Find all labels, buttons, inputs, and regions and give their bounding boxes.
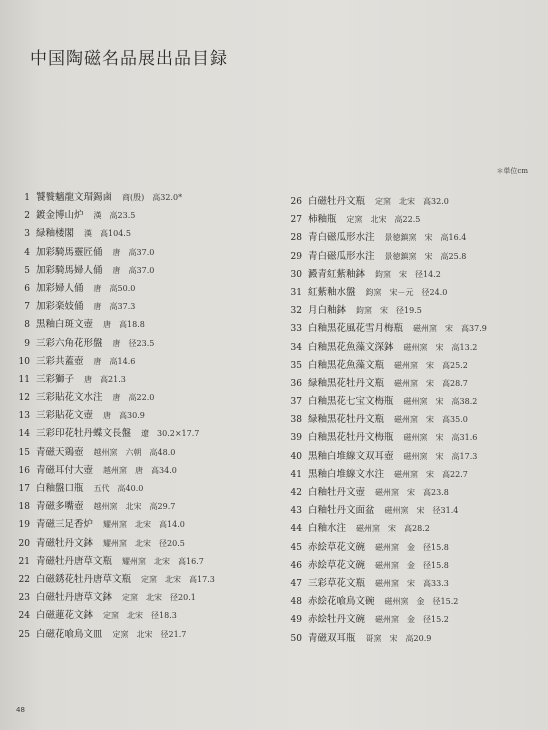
entry-detail: 越州窯 唐 高34.0 <box>103 465 177 475</box>
entry-number: 36 <box>290 378 302 389</box>
entry-detail: 磁州窯 宋 高28.7 <box>394 378 468 388</box>
entry-number: 8 <box>24 320 30 331</box>
catalog-entry <box>14 607 286 625</box>
entry-detail: 定窯 北宋 高17.3 <box>141 574 215 584</box>
entry-detail: 唐 高37.3 <box>93 302 136 312</box>
entry-number: 39 <box>290 433 302 444</box>
entry-name: 三彩貼花文壺 <box>36 410 94 422</box>
catalog-entry <box>286 357 546 375</box>
entry-name: 白釉盤口瓶 <box>36 483 84 494</box>
entry-name: 白磁牡丹文瓶 <box>308 196 366 207</box>
entry-number: 34 <box>290 342 302 353</box>
catalog-entry <box>286 575 546 593</box>
entry-number: 47 <box>290 578 302 589</box>
entry-number: 35 <box>290 360 302 371</box>
entry-number: 50 <box>290 633 302 644</box>
entry-name: 加彩婦人俑 <box>36 282 84 294</box>
entry-detail: 定窯 北宋 径21.7 <box>112 629 187 639</box>
entry-name: 青磁耳付大壺 <box>36 464 94 476</box>
catalog-entry <box>14 626 286 644</box>
entry-number: 22 <box>18 574 30 585</box>
entry-name: 加彩騎馬靈匠俑 <box>36 246 103 258</box>
entry-detail: 唐 高30.9 <box>103 411 145 421</box>
catalog-entry <box>286 593 546 611</box>
catalog-entry <box>286 266 546 284</box>
entry-number: 38 <box>290 415 302 426</box>
entry-detail: 唐 高22.0 <box>112 393 155 403</box>
entry-name: 柿釉瓶 <box>308 214 337 226</box>
catalog-entry <box>286 393 546 411</box>
entry-number: 25 <box>18 629 30 640</box>
entry-number: 11 <box>18 374 30 385</box>
entry-name: 青磁双耳瓶 <box>308 632 356 644</box>
entry-name: 白釉黒花魚藻文瓶 <box>308 359 385 371</box>
entry-number: 18 <box>18 502 30 513</box>
entry-name: 饕餮魑龍文瑁錫鹵 <box>36 192 113 203</box>
entry-name: 白釉牡丹文面盆 <box>308 505 375 517</box>
entry-number: 1 <box>24 193 30 203</box>
entry-name: 黒釉白堆線文水注 <box>308 468 385 480</box>
entry-name: 白釉黒花七宝文梅瓶 <box>308 396 394 408</box>
catalog-entry <box>286 229 546 247</box>
catalog-entry <box>14 571 286 589</box>
entry-number: 2 <box>24 211 30 222</box>
entry-detail: 唐 高18.8 <box>103 320 145 330</box>
entry-number: 26 <box>290 197 302 207</box>
entry-name: 白磁銹花牡丹唐草文瓶 <box>36 573 132 585</box>
entry-name: 青磁牡丹唐草文瓶 <box>36 555 113 567</box>
catalog-list-left <box>14 189 286 644</box>
entry-name: 三彩獅子 <box>36 373 75 385</box>
catalog-entry <box>286 502 546 520</box>
entry-number: 49 <box>290 615 302 626</box>
entry-name: 黒釉白斑文壺 <box>36 319 94 331</box>
entry-name: 白磁蓮花文鉢 <box>36 610 94 622</box>
catalog-entry <box>14 498 286 516</box>
entry-name: 白釉水注 <box>308 523 347 535</box>
catalog-entry <box>14 425 286 443</box>
entry-detail: 定窯 北宋 高22.5 <box>346 215 421 225</box>
catalog-entry <box>14 207 286 225</box>
catalog-entry <box>286 466 546 484</box>
entry-number: 40 <box>290 451 302 462</box>
entry-number: 3 <box>24 229 30 240</box>
entry-detail: 唐 径23.5 <box>112 338 155 348</box>
entry-number: 17 <box>18 484 30 494</box>
entry-detail: 唐 高21.3 <box>84 374 126 384</box>
catalog-entry <box>286 539 546 557</box>
page-number: 48 <box>16 706 25 714</box>
entry-number: 20 <box>18 538 30 549</box>
entry-number: 31 <box>290 287 302 298</box>
entry-number: 45 <box>290 542 302 553</box>
entry-detail: 商(殷) 高32.0* <box>122 193 183 202</box>
entry-name: 黒釉白堆線文双耳壺 <box>308 450 394 462</box>
entry-detail: 磁州窯 宋 高35.0 <box>394 415 468 425</box>
entry-number: 24 <box>18 611 30 622</box>
entry-detail: 磁州窯 宋 径31.4 <box>384 506 459 516</box>
entry-name: 緑釉黒花牡丹文瓶 <box>308 377 385 389</box>
entry-name: 紅紫釉水盤 <box>308 286 356 298</box>
catalog-entry <box>286 557 546 575</box>
entry-detail: 鈞窯 宋 径14.2 <box>375 269 441 279</box>
catalog-entry <box>14 225 286 243</box>
catalog-entry <box>286 284 546 302</box>
catalog-entry <box>14 189 286 207</box>
entry-detail: 景徳鎮窯 宋 高25.8 <box>384 251 467 261</box>
entry-detail: 磁州窯 宋 高38.2 <box>403 397 478 407</box>
catalog-entry <box>14 444 286 462</box>
entry-name: 白釉黒花魚藻文深鉢 <box>308 341 394 353</box>
entry-number: 6 <box>24 283 30 294</box>
catalog-entry <box>14 516 286 534</box>
page-title: 中国陶磁名品展出品目録 <box>30 49 228 69</box>
entry-number: 41 <box>290 469 302 480</box>
entry-detail: 磁州窯 宋 高13.2 <box>403 342 478 352</box>
catalog-entry <box>286 630 546 648</box>
entry-detail: 磁州窯 宋 高23.8 <box>375 488 449 497</box>
catalog-entry <box>14 480 286 498</box>
entry-detail: 哥窯 宋 高20.9 <box>365 633 432 643</box>
entry-number: 19 <box>18 520 30 531</box>
catalog-entry <box>14 353 286 371</box>
entry-number: 30 <box>290 269 302 280</box>
entry-name: 白磁花喰鳥文皿 <box>36 628 103 640</box>
entry-number: 23 <box>18 593 30 604</box>
entry-detail: 唐 高37.0 <box>112 247 155 257</box>
entry-detail: 漢 高104.5 <box>84 229 131 239</box>
entry-name: 白釉黒花牡丹文梅瓶 <box>308 432 394 444</box>
entry-detail: 定窯 北宋 径20.1 <box>122 593 196 603</box>
entry-detail: 定窯 北宋 高32.0 <box>375 197 449 206</box>
entry-number: 14 <box>18 429 30 440</box>
entry-detail: 磁州窯 宋 高17.3 <box>403 451 478 461</box>
catalog-entry <box>286 302 546 320</box>
entry-number: 44 <box>290 524 302 535</box>
entry-name: 三彩草花文瓶 <box>308 577 366 589</box>
entry-detail: 遼 30.2×17.7 <box>141 429 200 439</box>
unit-note: ＊単位cm <box>496 167 528 175</box>
entry-name: 赤絵草花文碗 <box>308 541 366 553</box>
entry-detail: 磁州窯 金 径15.8 <box>375 542 449 552</box>
entry-name: 白釉黒花風花雪月梅瓶 <box>308 323 404 335</box>
entry-number: 28 <box>290 233 302 244</box>
entry-number: 10 <box>18 356 30 367</box>
catalog-entry <box>286 339 546 357</box>
catalog-entry <box>286 448 546 466</box>
entry-name: 月白釉鉢 <box>308 305 347 317</box>
catalog-entry <box>286 320 546 338</box>
entry-detail: 越州窯 六朝 高48.0 <box>93 447 176 457</box>
entry-name: 加彩騎馬婦人俑 <box>36 264 103 276</box>
catalog-entry <box>14 371 286 389</box>
catalog-entry <box>286 211 546 229</box>
entry-detail: 磁州窯 宋 高33.3 <box>375 578 449 588</box>
entry-name: 三彩共蓋壺 <box>36 355 84 367</box>
entry-detail: 景徳鎮窯 宋 高16.4 <box>384 233 467 243</box>
entry-detail: 耀州窯 北宋 高16.7 <box>122 556 204 566</box>
entry-number: 32 <box>290 306 302 317</box>
entry-detail: 唐 高14.6 <box>93 356 136 366</box>
entry-name: 青磁多嘴壺 <box>36 501 84 513</box>
entry-name: 三彩六角花形盤 <box>36 337 103 349</box>
entry-detail: 越州窯 北宋 高29.7 <box>93 502 176 512</box>
catalog-entry <box>14 244 286 262</box>
catalog-entry <box>286 520 546 538</box>
catalog-entry <box>14 280 286 298</box>
entry-name: 鍍金博山炉 <box>36 210 84 222</box>
catalog-entry <box>14 298 286 316</box>
entry-name: 緑釉黒花牡丹文瓶 <box>308 414 385 426</box>
entry-number: 21 <box>18 556 30 567</box>
catalog-entry <box>286 193 546 211</box>
entry-detail: 磁州窯 宋 高22.7 <box>394 469 468 479</box>
catalog-entry <box>286 375 546 393</box>
entry-detail: 五代 高40.0 <box>93 484 144 493</box>
entry-detail: 磁州窯 金 径15.2 <box>384 597 459 607</box>
entry-name: 加彩楽妓俑 <box>36 301 84 313</box>
entry-detail: 漢 高23.5 <box>93 211 136 221</box>
entry-detail: 鈞窯 宋－元 径24.0 <box>365 287 448 297</box>
catalog-entry <box>14 335 286 353</box>
entry-detail: 耀州窯 北宋 高14.0 <box>103 520 185 530</box>
catalog-entry <box>286 484 546 502</box>
catalog-entry <box>14 589 286 607</box>
entry-name: 三彩印花牡丹蝶文長盤 <box>36 428 132 440</box>
catalog-entry <box>286 411 546 429</box>
entry-name: 青白磁瓜形水注 <box>308 232 375 244</box>
entry-detail: 唐 高37.0 <box>112 265 155 275</box>
entry-number: 27 <box>290 215 302 226</box>
catalog-entry <box>286 429 546 447</box>
entry-number: 16 <box>18 465 30 476</box>
catalog-entry <box>14 535 286 553</box>
entry-detail: 耀州窯 北宋 径20.5 <box>103 538 185 548</box>
entry-name: 三彩貼花文水注 <box>36 392 103 404</box>
entry-name: 青磁牡丹文鉢 <box>36 537 94 549</box>
entry-name: 赤絵牡丹文碗 <box>308 614 366 626</box>
catalog-entry <box>14 407 286 425</box>
catalog-entry <box>14 462 286 480</box>
entry-name: 澱青紅紫釉鉢 <box>308 268 366 280</box>
catalog-list-right <box>286 193 546 648</box>
entry-number: 9 <box>24 338 30 349</box>
entry-number: 15 <box>18 447 30 458</box>
entry-number: 7 <box>24 302 30 313</box>
entry-number: 37 <box>290 397 302 408</box>
entry-name: 青磁天鶏壺 <box>36 446 84 458</box>
entry-detail: 唐 高50.0 <box>93 283 136 293</box>
entry-name: 青白磁瓜形水注 <box>308 250 375 262</box>
entry-number: 4 <box>24 247 30 258</box>
entry-detail: 磁州窯 金 径15.2 <box>375 615 449 625</box>
entry-detail: 磁州窯 宋 高37.9 <box>413 324 487 334</box>
catalog-entry <box>286 248 546 266</box>
catalog-entry <box>14 553 286 571</box>
entry-name: 緑釉楼閣 <box>36 228 75 240</box>
entry-name: 赤絵草花文碗 <box>308 559 366 571</box>
entry-number: 13 <box>18 411 30 422</box>
entry-name: 赤絵花喰鳥文碗 <box>308 596 375 608</box>
entry-detail: 磁州窯 宋 高31.6 <box>403 433 478 443</box>
entry-name: 白釉牡丹文壺 <box>308 487 366 498</box>
entry-number: 29 <box>290 251 302 262</box>
entry-number: 42 <box>290 488 302 498</box>
entry-number: 5 <box>24 265 30 276</box>
catalog-entry <box>286 611 546 629</box>
entry-number: 33 <box>290 324 302 335</box>
entry-number: 46 <box>290 560 302 571</box>
entry-name: 青磁三足香炉 <box>36 519 94 531</box>
entry-detail: 磁州窯 宋 高25.2 <box>394 360 468 370</box>
catalog-entry <box>14 389 286 407</box>
entry-number: 48 <box>290 597 302 608</box>
catalog-entry <box>14 316 286 334</box>
entry-detail: 磁州窯 金 径15.8 <box>375 560 449 570</box>
entry-detail: 鈞窯 宋 径19.5 <box>356 306 422 316</box>
entry-name: 白磁牡丹唐草文鉢 <box>36 592 113 604</box>
entry-number: 43 <box>290 506 302 517</box>
entry-detail: 定窯 北宋 径18.3 <box>103 611 177 621</box>
entry-detail: 磁州窯 宋 高28.2 <box>356 524 430 534</box>
entry-number: 12 <box>18 393 30 404</box>
catalog-entry <box>14 262 286 280</box>
